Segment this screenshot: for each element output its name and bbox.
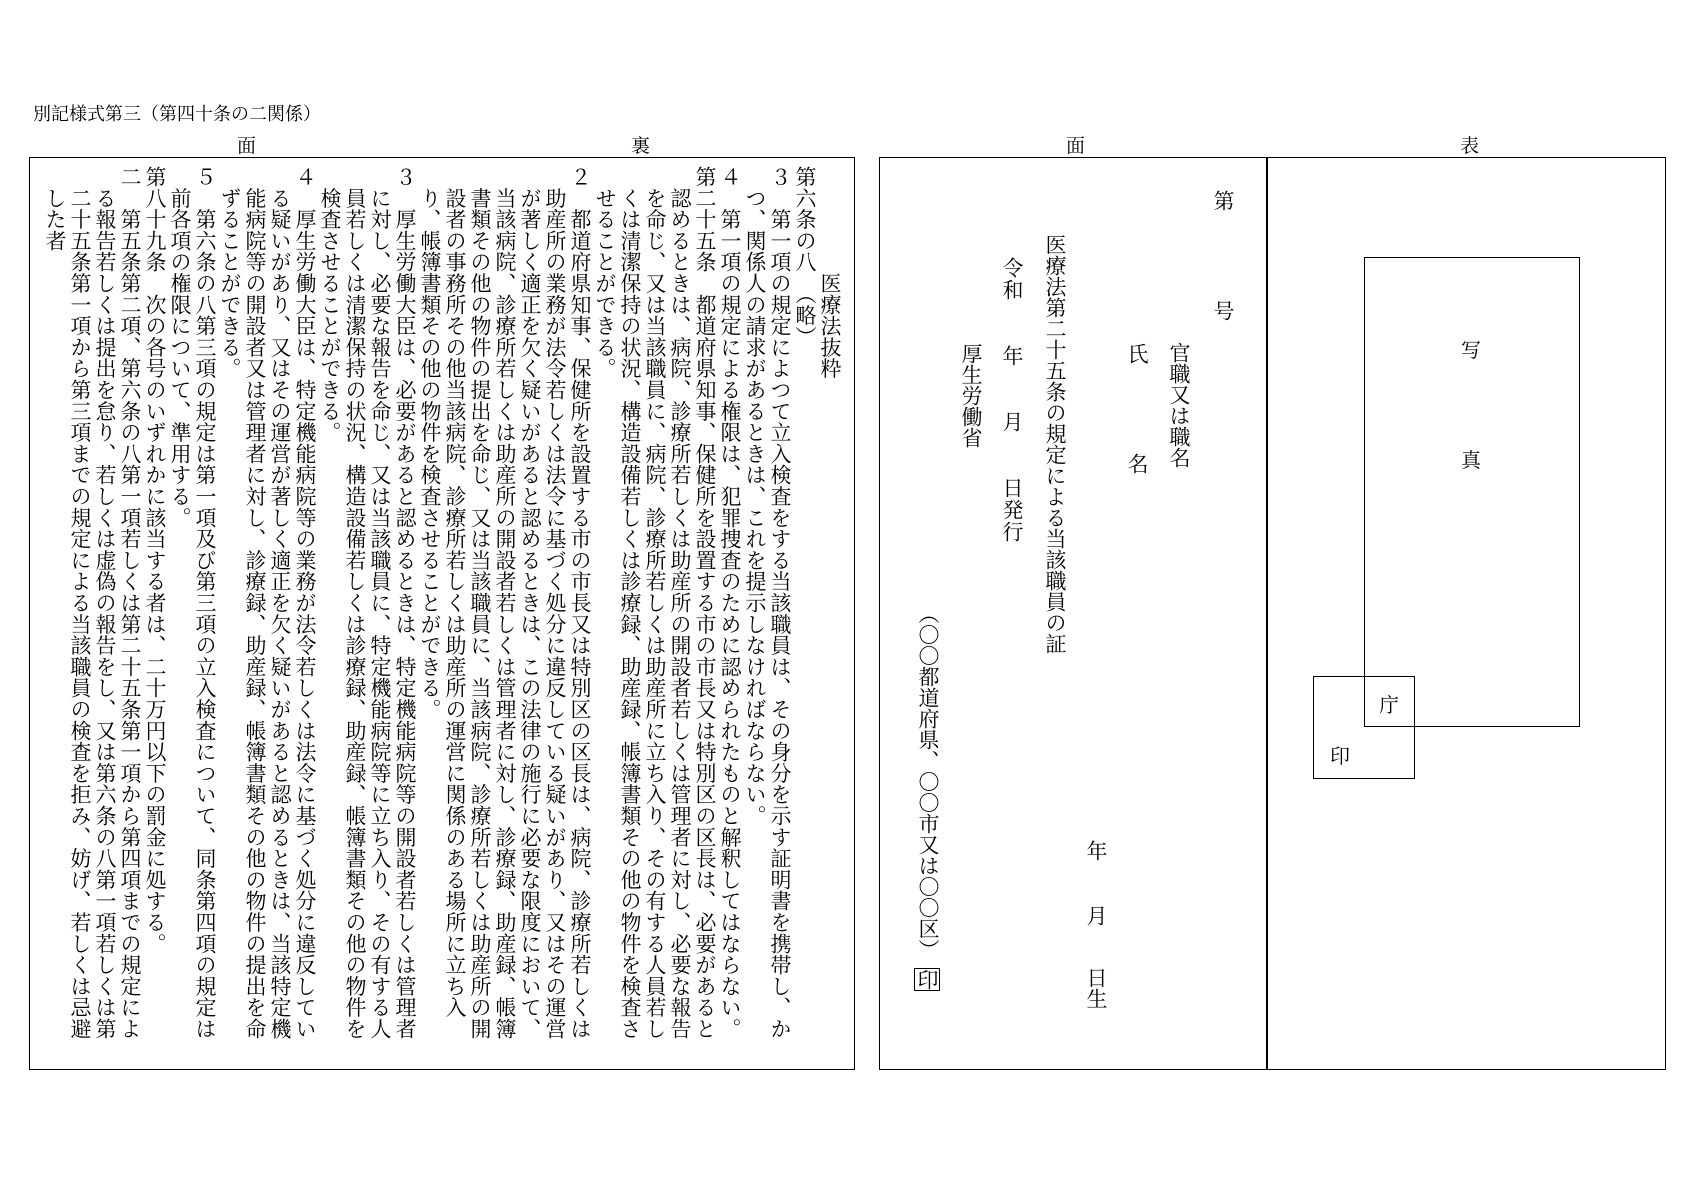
- extract-line: 検査させることができる。: [318, 166, 342, 443]
- extract-line: ２ 都道府県知事、保健所を設置する市の市長又は特別区の区長は、病院、診療所若しくは: [568, 166, 592, 1040]
- card-number-prefix: 第: [1211, 190, 1235, 211]
- extract-line: した者: [43, 166, 67, 252]
- ministry-name: 厚生労働省: [959, 343, 983, 448]
- photo-area: [1364, 257, 1580, 727]
- extract-line: ４ 厚生労働大臣は、特定機能病院等の業務が法令若しくは法令に基づく処分に違反してい: [293, 166, 317, 1040]
- extract-heading: 医療法抜粋: [818, 166, 842, 379]
- certificate-title: 医療法第二十五条の規定による当該職員の証: [1043, 234, 1067, 654]
- extract-line: る報告若しくは提出を怠り、若しくは虚偽の報告をし、又は第六条の八第一項若しくは第: [93, 166, 117, 1040]
- birth-day-label: 日生: [1084, 967, 1108, 1009]
- issuer-name: （〇〇都道府県、〇〇市又は〇〇区）: [916, 603, 940, 960]
- card-fold-divider: [1266, 157, 1268, 1070]
- extract-line: ５ 第六条の八第三項の規定は第一項及び第三項の立入検査について、同条第四項の規定は: [193, 166, 217, 1040]
- photo-label-2: 真: [1461, 448, 1481, 472]
- extract-line: 第二十五条 都道府県知事、保健所を設置する市の市長又は特別区の区長は、必要があると: [693, 166, 717, 1040]
- back-side-header-2: 裏: [631, 135, 651, 157]
- extract-line: に対し、必要な報告を命じ、又は当該職員に、特定機能病院等に立ち入り、その有する人: [368, 166, 392, 1040]
- position-label: 官職又は職名: [1167, 342, 1191, 468]
- extract-line: る疑いがあり、又はその運営が著しく適正を欠く疑いがあると認めるときは、当該特定機: [268, 166, 292, 1040]
- extract-line: 当該病院、診療所若しくは助産所の開設者若しくは管理者に対し、診療録、助産録、帳簿: [493, 166, 517, 1040]
- extract-line: り、帳簿書類その他の物件を検査させることができる。: [418, 166, 442, 720]
- name-label-2: 名: [1125, 453, 1149, 474]
- front-side-header-1: 面: [1066, 135, 1086, 157]
- law-extract-panel: [29, 157, 855, 1070]
- extract-line: 助産所の業務が法令若しくは法令に基づく処分に違反している疑いがあり、又はその運営: [543, 166, 567, 1040]
- extract-line: 認めるときは、病院、診療所若しくは助産所の開設者若しくは管理者に対し、必要な報告: [668, 166, 692, 1040]
- extract-line: ３ 第一項の規定によつて立入検査をする当該職員は、その身分を示す証明書を携帯し、か: [768, 166, 792, 1040]
- extract-line: を命じ、又は当該職員に、病院、診療所若しくは助産所に立ち入り、その有する人員若し: [643, 166, 667, 1040]
- extract-line: 書類その他の物件の提出を命じ、又は当該職員に、当該病院、診療所若しくは助産所の開: [468, 166, 492, 1040]
- back-side-header-1: 面: [237, 135, 257, 157]
- office-seal-label-1: 庁: [1379, 693, 1399, 717]
- photo-label-1: 写: [1461, 338, 1481, 362]
- extract-line: くは清潔保持の状況、構造設備若しくは診療録、助産録、帳簿書類その他の物件を検査さ: [618, 166, 642, 1040]
- front-side-header-2: 表: [1460, 135, 1480, 157]
- extract-line: ずることができる。: [218, 166, 242, 379]
- extract-line: 設者の事務所その他当該病院、診療所若しくは助産所の運営に関係のある場所に立ち入: [443, 166, 467, 1018]
- extract-line: が著しく適正を欠く疑いがあると認めるときは、この法律の施行に必要な限度において、: [518, 166, 542, 1040]
- office-seal-area: [1313, 676, 1415, 779]
- extract-line: ４ 第一項の規定による権限は、犯罪捜査のために認められたものと解釈してはならない。: [718, 166, 742, 1040]
- law-extract-text: [42, 166, 842, 1061]
- card-number-suffix: 号: [1211, 300, 1235, 321]
- extract-line: 能病院等の開設者又は管理者に対し、診療録、助産録、帳簿書類その他の物件の提出を命: [243, 166, 267, 1040]
- extract-line: 前各項の権限について、準用する。: [168, 166, 192, 529]
- extract-line: 二 第五条第二項、第六条の八第一項若しくは第二十五条第一項から第四項までの規定によ: [118, 166, 142, 1040]
- extract-line: せることができる。: [593, 166, 617, 379]
- extract-line: つ、関係人の請求があるときは、これを提示しなければならない。: [743, 166, 767, 827]
- name-label-1: 氏: [1125, 343, 1149, 364]
- birth-month-label: 月: [1084, 905, 1108, 926]
- form-title: 別記様式第三（第四十条の二関係）: [33, 104, 321, 125]
- birth-year-label: 年: [1084, 840, 1108, 861]
- extract-line: 二十五条第一項から第三項までの規定による当該職員の検査を拒み、妨げ、若しくは忌避: [68, 166, 92, 1040]
- issue-date: 令和 年 月 日発行: [1000, 257, 1024, 543]
- extract-line: ３ 厚生労働大臣は、必要があると認めるときは、特定機能病院等の開設者若しくは管理者: [393, 166, 417, 1040]
- issuer-seal-mark: 印: [915, 969, 939, 990]
- extract-line: 第六条の八 （略）: [793, 166, 817, 348]
- office-seal-label-2: 印: [1330, 744, 1350, 768]
- extract-line: 第八十九条 次の各号のいずれかに該当する者は、二十万円以下の罰金に処する。: [143, 166, 167, 955]
- extract-line: 員若しくは清潔保持の状況、構造設備若しくは診療録、助産録、帳簿書類その他の物件を: [343, 166, 367, 1040]
